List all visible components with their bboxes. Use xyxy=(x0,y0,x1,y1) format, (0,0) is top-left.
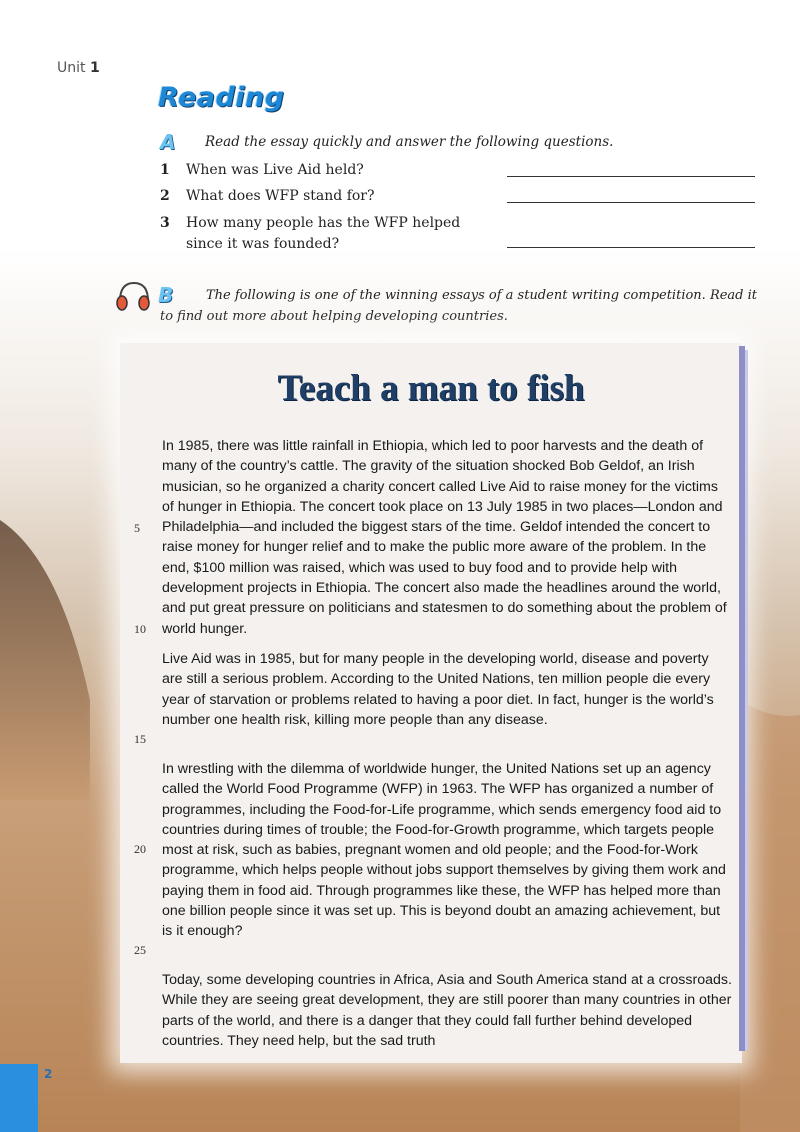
section-b-letter: B xyxy=(158,283,174,307)
essay-paragraph-1: In 1985, there was little rainfall in Ethiopia, which led to poor harvests and the death of many of the country’s cattle. The gravity of the situation shocked Bob Geldof, an Irish musician, so he organized a charity concert called Live Aid to raise money for the victims of hunger in Ethiopia. The concert took place on 13 July 1985 in two places—London and Philadelphia—and included the biggest stars of the time. Geldof intended the concert to raise money for hunger relief and to make the public more aware of the problem. In the end, $100 million was raised, which was used to buy food and to provide help with development projects in Ethiopia. The concert also made the headlines around the world, and put great pressure on politicians and statesmen to do something about the problem of world hunger. xyxy=(162,438,727,637)
question-3: 3 How many people has the WFP helped since it was founded? xyxy=(160,215,461,252)
line-number: 20 xyxy=(134,842,146,856)
answer-line-1[interactable] xyxy=(507,176,755,177)
section-b-instruction: The following is one of the winning essays of a student writing competition. Read it to find out more about helping developing countries. xyxy=(160,288,758,324)
essay-paragraph-4: Today, some developing countries in Africa, Asia and South America stand at a crossroads. While they are seeing great development, they are still poorer than many countries in other parts of the world, and there is a danger that they could fall further behind developed countries. They need help, but the sad truth xyxy=(162,972,732,1049)
essay-paragraph-2: Live Aid was in 1985, but for many people in the developing world, disease and poverty are still a serious problem. According to the United Nations, ten million people die every year of starvation or problems related to having a poor diet. In fact, hunger is the world’s number one health risk, killing more people than any disease. xyxy=(162,651,714,728)
section-a-instruction: Read the essay quickly and answer the following questions. xyxy=(205,134,614,150)
section-a-marker xyxy=(160,130,175,154)
page-number: 2 xyxy=(44,1067,53,1081)
question-1: 1 When was Live Aid held? xyxy=(160,162,364,178)
section-a-letter: A xyxy=(160,130,176,154)
line-number: 5 xyxy=(134,521,140,535)
section-title: Reading xyxy=(158,82,285,113)
line-number: 15 xyxy=(134,732,146,746)
line-number: 10 xyxy=(134,622,146,636)
question-2: 2 What does WFP stand for? xyxy=(160,188,375,204)
unit-number: 1 xyxy=(89,60,100,76)
answer-line-2[interactable] xyxy=(507,202,755,203)
card-edge-highlight xyxy=(745,350,748,1050)
line-number: 25 xyxy=(134,943,146,957)
answer-line-3[interactable] xyxy=(507,247,755,248)
headphones-icon xyxy=(114,277,154,313)
page-number-bar xyxy=(0,1064,38,1132)
unit-label: Unit 1 xyxy=(57,60,100,76)
essay-paragraph-3: In wrestling with the dilemma of worldwide hunger, the United Nations set up an agency called the World Food Programme (WFP) in 1963. The WFP has organized a number of programmes, including the Food-for-Life programme, which sends emergency food aid to countries during times of trouble; the Food-for-Growth programme, which targets people most at risk, such as babies, pregnant women and old people; and the Food-for-Work programme, which helps people without jobs support themselves by giving them work and paying them in food aid. Through programmes like these, the WFP has helped more than one billion people since it was set up. This is beyond doubt an amazing achievement, but is it enough? xyxy=(162,761,726,940)
essay-title: Teach a man to fish xyxy=(277,368,585,409)
